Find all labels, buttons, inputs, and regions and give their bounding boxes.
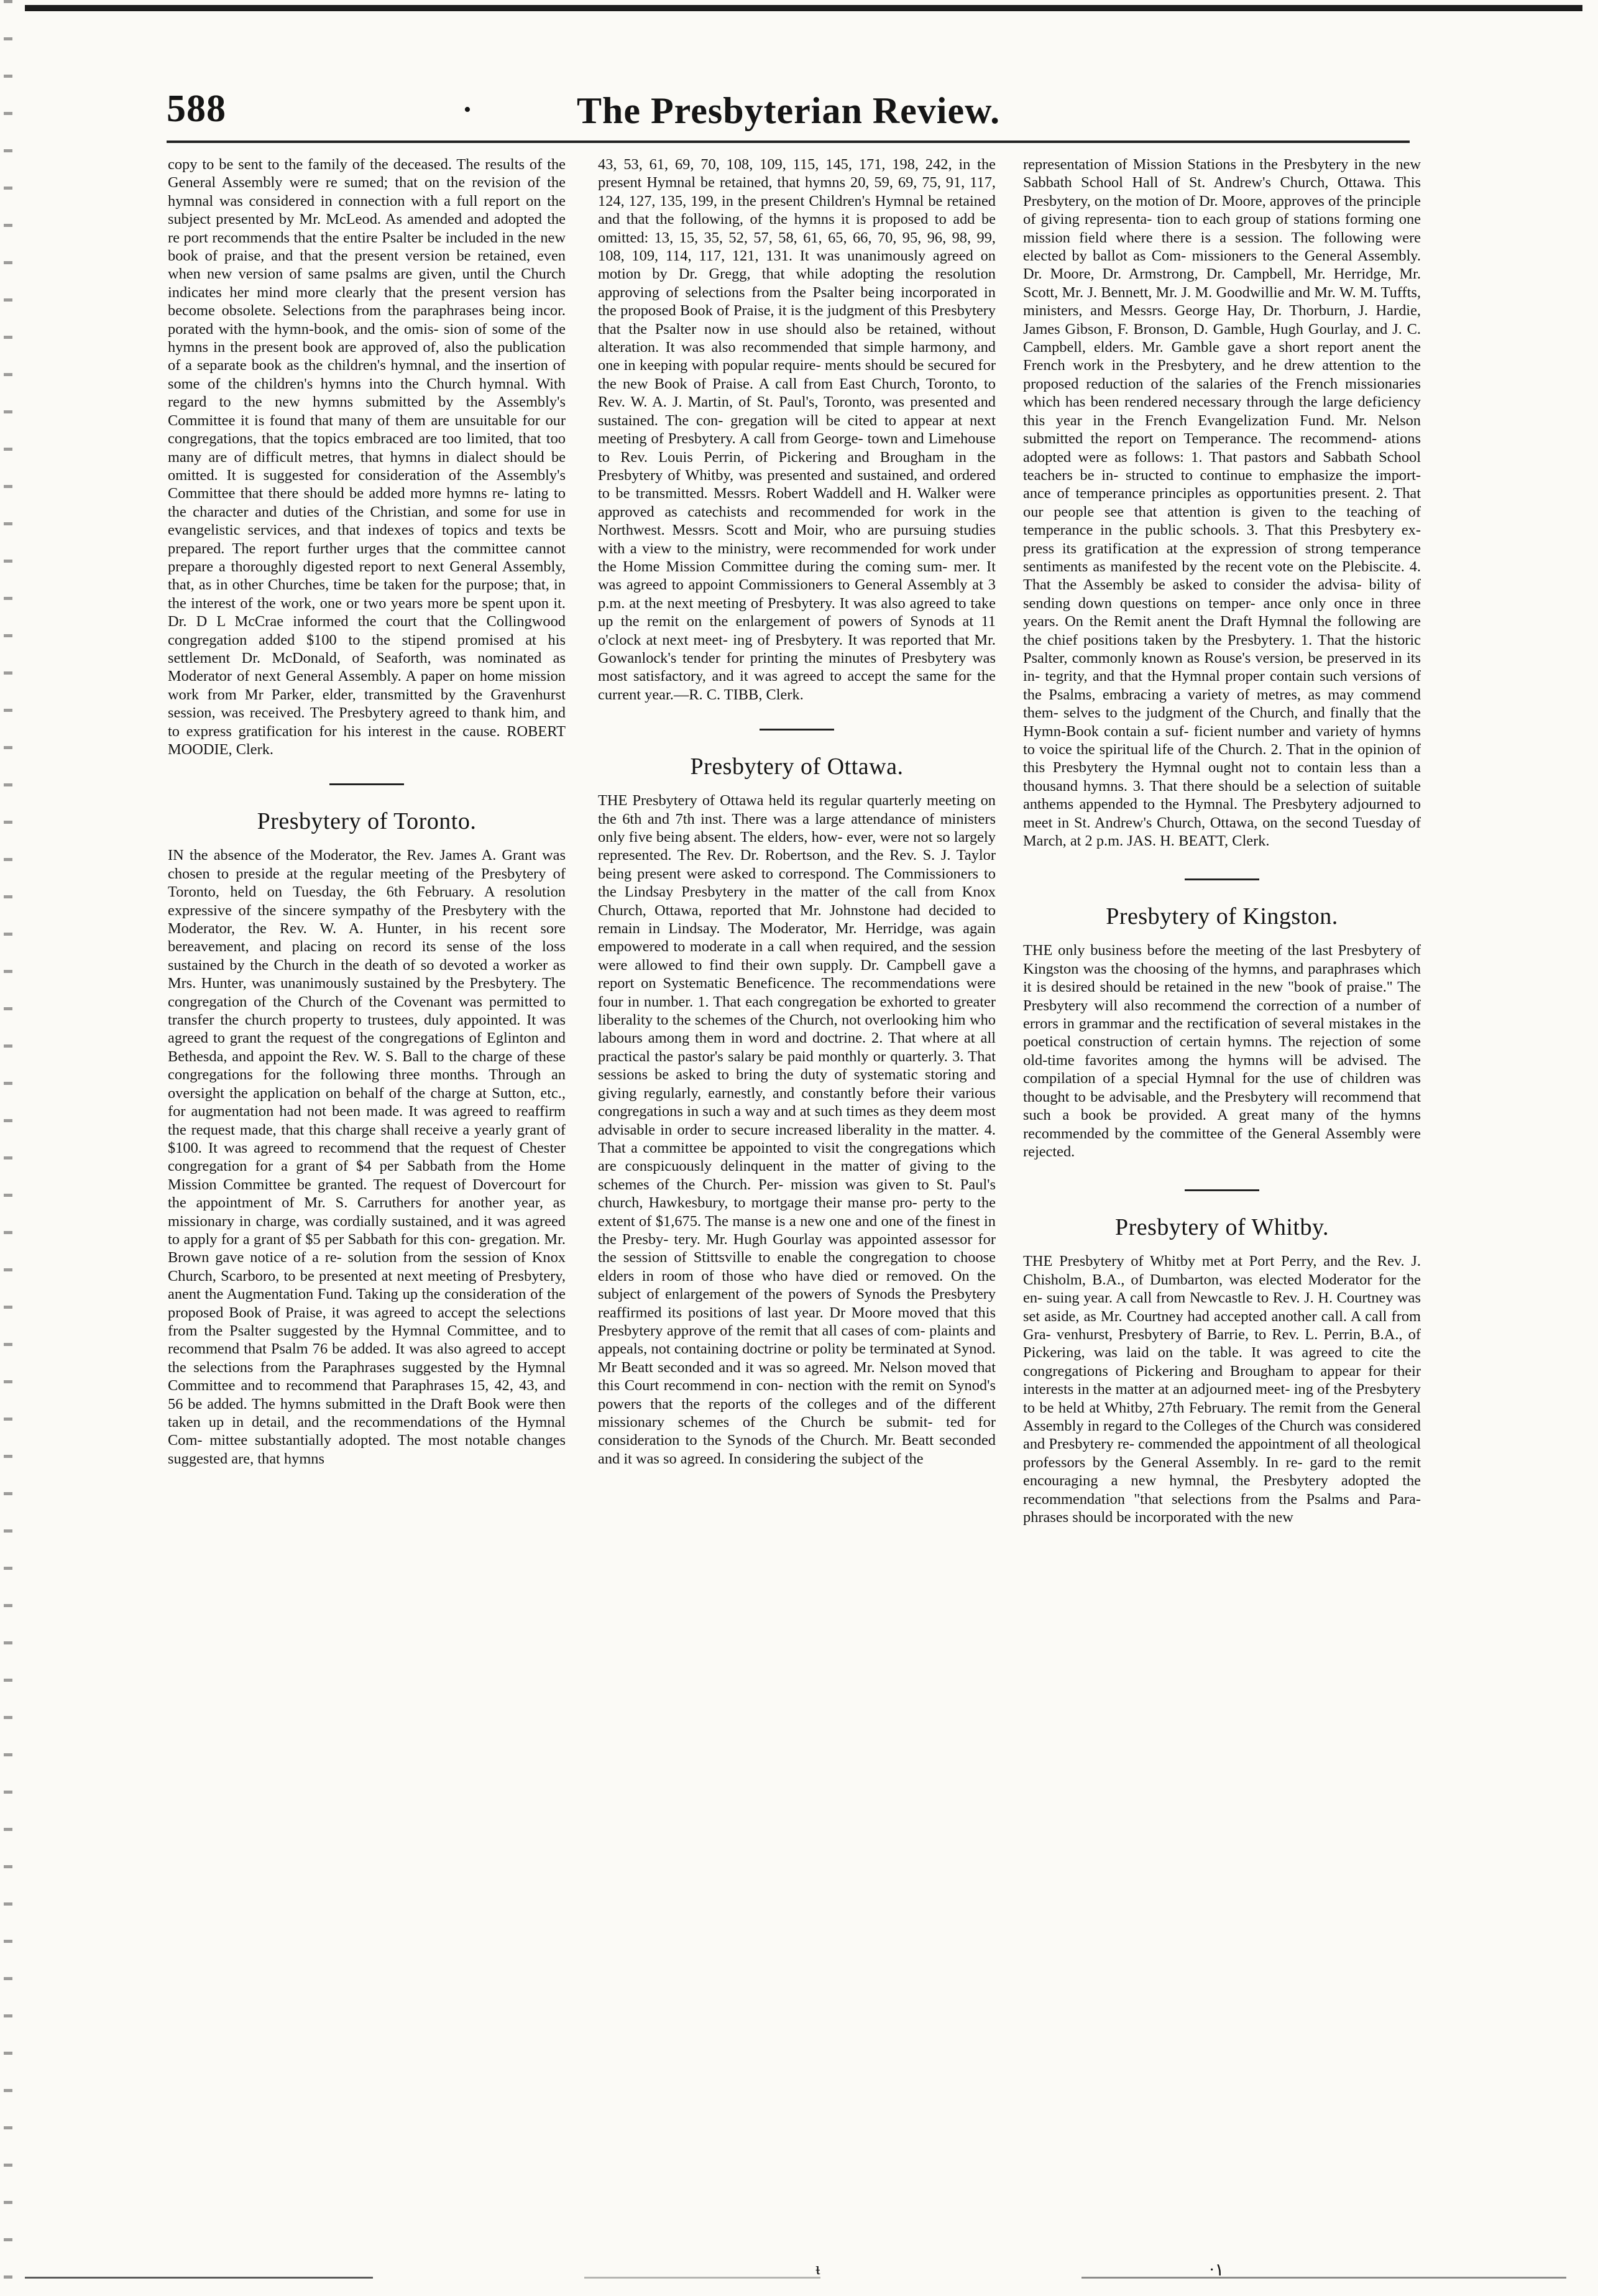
- section-heading-whitby: Presbytery of Whitby.: [1114, 1214, 1329, 1241]
- column-1: [168, 155, 566, 2257]
- section-heading-kingston: Presbytery of Kingston.: [1106, 903, 1338, 930]
- header-rule: [167, 141, 1410, 143]
- column-2: [598, 155, 996, 2257]
- column-3: [1023, 155, 1421, 2257]
- page-header: [167, 87, 1410, 137]
- section-divider: [760, 729, 834, 731]
- footer-mark: ·١: [1209, 2261, 1224, 2280]
- footer-scan-dash: [584, 2277, 820, 2279]
- page-number: 588: [167, 88, 226, 130]
- section-divider: [329, 783, 404, 785]
- footer-mark: ᵼ: [815, 2259, 820, 2279]
- toronto-continuation: 43, 53, 61, 69, 70, 108, 109, 115, 145, 171, 198, 242, in the present Hymnal be retained, that hymns 20, 59, 69, 75, 91, 117, 124, 127, 135, 199, in the present Children's Hymnal be retained and that the following, of the hymns it is proposed to add be omitted: 13, 15, 35, 52, 57, 58, 61, 65, 66, 70, 95, 96, 98, 99, 108, 109, 114, 117, 121, 131. It was unanimously agreed on motion by Dr. Gregg, that while adopting the resolution approving of selections from the Psalter being incorporated in the proposed Book of Praise, it is the judgment of this Presbytery that the Psalter now in use should also be retained, without alteration. It was also recommended that simple harmony, and one in keeping with popular require- ments should be secured for the new Book of Praise. A call from East Church, Toronto, to Rev. W. A. J. Martin, of St. Paul's, Toronto, was presented and sustained. The con- gregation will be cited to appear at next meeting of Presbytery. A call from George- town and Limehouse to Rev. Louis Perrin, of Pickering and Brougham in the Presbytery of Whitby, was presented and sustained, and ordered to be transmitted. Messrs. Robert Waddell and H. Walker were approved as catechists and recommended for work in the Northwest. Messrs. Scott and Moir, who are pursuing studies with a view to the ministry, were recommended for work under the Home Mission Committee during the coming sum- mer. It was agreed to appoint Commissioners to General Assembly at 3 p.m. at the next meeting of Presbytery. It was also agreed to take up the remit on the enlargement of powers of Synods at 11 o'clock at next meet- ing of Presbytery. It was reported that Mr. Gowanlock's tender for printing the minutes of Presbytery was most satisfactory, and it was agreed to accept the same for the current year.—R. C. TIBB, Clerk.: [598, 156, 996, 703]
- section-body-ottawa: THE Presbytery of Ottawa held its regular quarterly meeting on the 6th and 7th inst. There was a large attendance of ministers only five being absent. The elders, how- ever, were not so largely represented. The Rev. Dr. Robertson, and the Rev. S. J. Taylor being present were asked to correspond. The Commissioners to the Lindsay Presbytery in the matter of the call from Knox Church, Ottawa, reported that Mr. Johnstone had decided to remain in Lindsay. The Moderator, Mr. Herridge, was again empowered to moderate in a call when required, and the session were allowed to find their own supply. Dr. Campbell gave a report on Systematic Beneficence. The recommendations were four in number. 1. That each congregation be exhorted to greater liberality to the schemes of the Church, not overlooking him who labours among them in word and doctrine. 2. That where at all practical the pastor's salary be paid monthly or quarterly. 3. That sessions be asked to bring the duty of systematic storing and giving regularly, earnestly, and constantly before their various congregations in such a way and at such times as they deem most advisable in order to secure increased liberality in the matter. 4. That a committee be appointed to visit the congregations which are conspicuously delinquent in the matter of giving to the schemes of the Church. Per- mission was given to St. Paul's church, Hawkesbury, to mortgage their manse pro- perty to the extent of $1,675. The manse is a new one and one of the finest in the Presby- tery. Mr. Hugh Gourlay was appointed assessor for the session of Stittsville to enable the congregation to choose elders in room of those who have died or removed. On the subject of enlargement of the powers of Synods the Presbytery reaffirmed its positions of last year. Dr Moore moved that this Presbytery approve of the remit that all cases of com- plaints and appeals, not containing doctrine or polity be terminated at Synod. Mr Beatt seconded and it was so agreed. Mr. Nelson moved that this Court recommend in con- nection with the remit on Synod's powers that the reports of the colleges and of the different missionary schemes of the Church be submit- ted for consideration to the Synods of the Church. Mr. Beatt seconded and it was so agreed. In considering the subject of the: [598, 792, 996, 1467]
- section-divider: [1185, 878, 1259, 880]
- section-body-toronto: IN the absence of the Moderator, the Rev. James A. Grant was chosen to preside at the regular meeting of the Presbytery of Toronto, held on Tuesday, the 6th February. A resolution expressive of the sincere sympathy of the Presbytery with the Moderator, the Rev. W. A. Hunter, in his recent sore bereavement, and placing on record its sense of the loss sustained by the Church in the death of so devoted a worker as Mrs. Hunter, was unanimously sustained by the Presbytery. The congregation of the Church of the Covenant was permitted to transfer the church property to trustees, duly appointed. It was agreed to grant the request of the congregations of Eglinton and Bethesda, and appoint the Rev. W. S. Ball to the charge of these congregations for the following three months. Through an oversight the application on behalf of the charge at Sutton, etc., for augmentation had not been made. It was agreed to reaffirm the request made, that this charge shall receive a yearly grant of $100. It was agreed to recommend that the request of Chester congregation for a grant of $4 per Sabbath from the Home Mission Committee be granted. The request of Dovercourt for the appointment of Mr. S. Carruthers for another year, as missionary in charge, was cordially sustained, and it was agreed to apply for a grant of $5 per Sabbath for this con- gregation. Mr. Brown gave notice of a re- solution from the session of Knox Church, Scarboro, to be presented at next meeting of Presbytery, anent the Augmentation Fund. Taking up the consideration of the proposed Book of Praise, it was agreed to accept the selections from the Psalter suggested by the Hymnal Committee, and to recommend that Psalm 76 be added. It was also agreed to accept the selections from the Paraphrases suggested by the Hymnal Committee and to recommend that Paraphrases 15, 42, 43, and 56 be added. The hymns submitted in the Draft Book were then taken up in detail, and the recommendations of the Hymnal Com- mittee substantially adopted. The most notable changes suggested are, that hymns: [168, 847, 566, 1467]
- section-divider: [1185, 1189, 1259, 1191]
- footer-scan-dash: [25, 2277, 373, 2279]
- footer-scan-dash: [1081, 2277, 1566, 2279]
- section-body-whitby: THE Presbytery of Whitby met at Port Perry, and the Rev. J. Chisholm, B.A., of Dumbarton, was elected Moderator for the en- suing year. A call from Newcastle to Rev. J. H. Courtney was set aside, as Mr. Courtney had accepted another call. A call from Gra- venhurst, Presbytery of Barrie, to Rev. L. Perrin, B.A., of Pickering, was laid on the table. It was agreed to cite the congregations of Pickering and Brougham to appear for their interests in the matter at an adjourned meet- ing of the Presbytery to be held at Whitby, 27th February. The remit from the General Assembly in regard to the Colleges of the Church was considered and Presbytery re- commended the appointment of all theological professors by the General Assembly. In re- gard to the remit encouraging a new hymnal, the Presbytery adopted the recommendation "that selections from the Psalms and Para- phrases should be incorporated with the new: [1023, 1253, 1421, 1526]
- top-border-rule: [25, 5, 1582, 11]
- section-heading-ottawa: Presbytery of Ottawa.: [690, 754, 904, 780]
- page-edge-shadow: [4, 0, 12, 2296]
- header-dot: •: [464, 98, 471, 121]
- section-body-kingston: THE only business before the meeting of the last Presbytery of Kingston was the choosing of the hymns, and paraphrases which it is desired should be retained in the new "book of praise." The Presbytery will also recommend the correction of a number of errors in grammar and the rectification of several mistakes in the poetical construction of certain hymns. The rejection of some old-time favorites among the hymns will be advised. The compilation of a special Hymnal for the use of children was thought to be advisable, and the Presbytery will recommend that such a book be provided. A great many of the hymns recommended by the committee of the General Assembly were rejected.: [1023, 942, 1421, 1160]
- ottawa-continuation: representation of Mission Stations in the Presbytery in the new Sabbath School Hall of St. Andrew's Church, Ottawa. This Presbytery, on the motion of Dr. Moore, approves of the principle of giving representa- tion to each group of stations forming one mission field where there is a session. The following were elected by ballot as Com- missioners to the General Assembly. Dr. Moore, Dr. Armstrong, Dr. Campbell, Mr. Herridge, Mr. Scott, Mr. J. Bennett, Mr. J. M. Goodwillie and Mr. W. M. Tuffts, ministers, and Messrs. George Hay, Dr. Thorburn, J. Hardie, James Gibson, F. Bronson, D. Gamble, Hugh Gourlay, and J. C. Campbell, elders. Mr. Gamble gave a short report anent the French work in the Presbytery, and he drew attention to the proposed reduction of the salaries of the French missionaries which has been rendered necessary through the large deficiency this year in the French Evangelization Fund. Mr. Nelson submitted the report on Temperance. The recommend- ations adopted were as follows: 1. That pastors and Sabbath School teachers be in- structed to continue to emphasize the import- ance of temperance principles as opportunities present. 2. That our people see that attention is given to the teaching of temperance in the public schools. 3. That this Presbytery ex- press its gratification at the expression of strong temperance sentiments as manifested by the recent vote on the Plebiscite. 4. That the Assembly be asked to consider the advisa- bility of sending down questions on temper- ance only once in three years. On the Remit anent the Draft Hymnal the following are the chief positions taken by the Presbytery. 1. That the historic Psalter, commonly known as Rouse's version, be preserved in its in- tegrity, and that the Hymnal proper contain such versions of the Psalms, embracing a variety of metres, as may commend them- selves to the judgment of the Church, and finally that the Hymn-Book contain a suf- ficient number and variety of hymns to voice the spiritual life of the Church. 2. That in the opinion of this Presbytery the Hymnal ought not to contain less than a thousand hymns. 3. That there should be a selection of suitable anthems appended to the Hymnal. The Presbytery adjourned to meet in St. Andrew's Church, Ottawa, on the second Tuesday of March, at 2 p.m. JAS. H. BEATT, Clerk.: [1023, 156, 1421, 850]
- journal-title: The Presbyterian Review.: [577, 90, 1001, 131]
- section-heading-toronto: Presbytery of Toronto.: [257, 808, 477, 835]
- page-footer-marks: [25, 2257, 1573, 2288]
- article-continuation: copy to be sent to the family of the deceased. The results of the General Assembly were re sumed; that on the revision of the hymnal was considered in connection with a full report on the subject presented by Mr. McLeod. As amended and adopted the re port recommends that the entire Psalter be included in the new book of praise, and that the present version be retained, even when new version of same psalms are given, until the Church indicates her mind more clearly that the present version has become obsolete. Selections from the paraphrases being incor. porated with the hymn-book, and the omis- sion of some of the hymns in the present book are approved of, also the publication of a separate book as the children's hymnal, and the insertion of some of the children's hymns into the Church hymnal. With regard to the new hymns submitted by the Assembly's Committee it is found that many of them are unsuitable for our congregations, that the topics embraced are too limited, that too many are of difficult metres, that hymns in dialect should be omitted. It is suggested for consideration of the Assembly's Committee that there should be added more hymns re- lating to the character and duties of the Christian, and some for use in evangelistic services, and that indexes of topics and texts be prepared. The report further urges that the committee cannot prepare a thoroughly digested report to next General Assembly, that, as in other Churches, time be taken for the purpose; that, in the interest of the work, one or two years more be spent upon it. Dr. D L McCrae informed the court that the Collingwood congregation added $100 to the stipend promised at his settlement Dr. McDonald, of Seaforth, was nominated as Moderator of next General Assembly. A paper on home mission work from Mr Parker, elder, transmitted by the Gravenhurst session, was received. The Presbytery agreed to thank him, and to express gratification for his interest in the cause. ROBERT MOODIE, Clerk.: [168, 156, 566, 758]
